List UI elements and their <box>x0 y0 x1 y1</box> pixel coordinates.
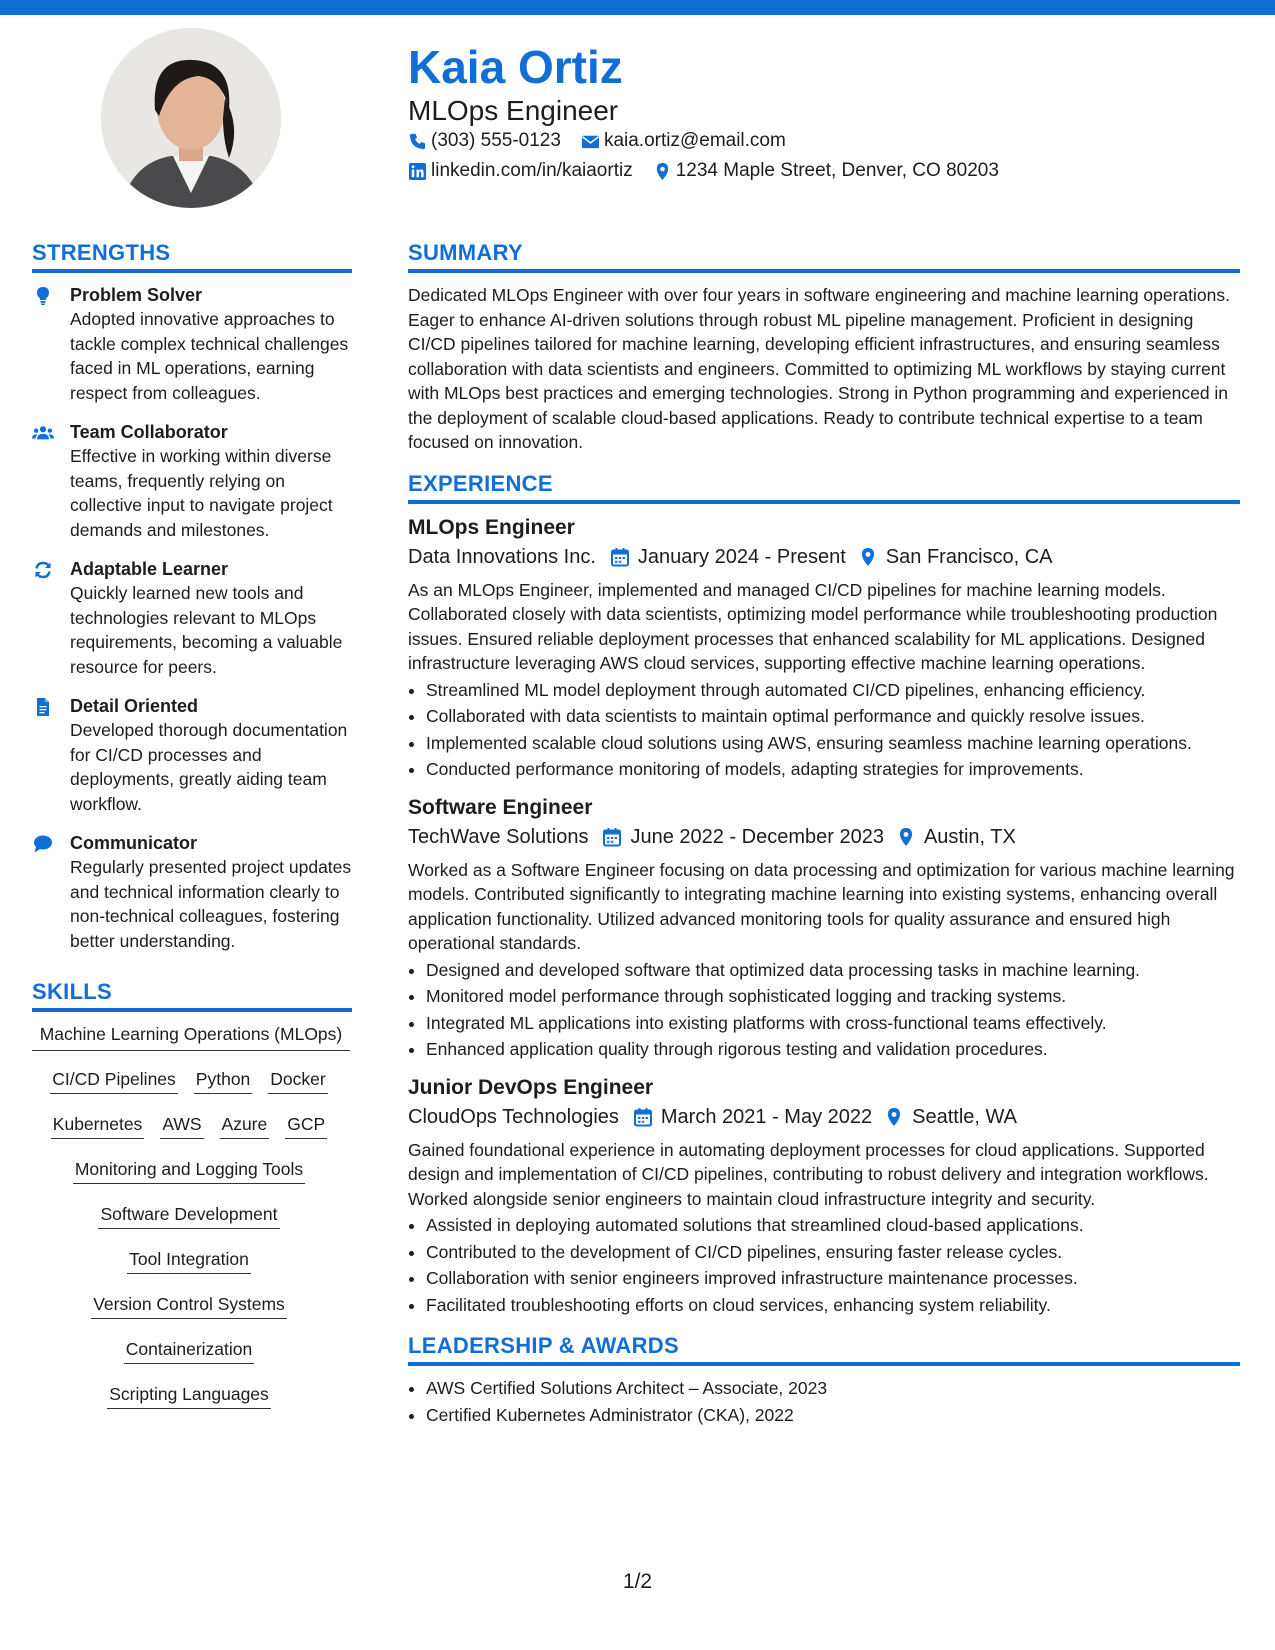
job-entry <box>408 1074 1240 1318</box>
job-description: Worked as a Software Engineer focusing on data processing and optimization for various machine learning models. Contributed significantly to integrating machine learning into existing systems, enhancing overall application functionality. Utilized advanced monitoring tools for quality assurance and ensured high operational standards. <box>408 859 1235 953</box>
profile-photo <box>101 28 281 208</box>
avatar <box>101 28 281 208</box>
phone-contact[interactable] <box>408 130 561 152</box>
job-description: Gained foundational experience in automating deployment processes for cloud applications. Supported design and implementation of CI/CD pipelines, contributing to robust delivery and integration workflows. Worked alongside senior engineers to maintain cloud infrastructure integrity and security. <box>408 1139 1209 1209</box>
job-location: Austin, TX <box>923 825 1016 848</box>
phone-text: (303) 555-0123 <box>431 130 561 151</box>
strengths-heading: STRENGTHS <box>32 240 352 273</box>
left-column <box>32 240 352 1427</box>
document-icon <box>32 697 54 717</box>
skill-tag: Azure <box>220 1112 270 1139</box>
job-title: Software Engineer <box>408 795 593 819</box>
lightbulb-icon <box>32 286 54 306</box>
job-company: CloudOps Technologies <box>408 1105 619 1128</box>
strength-description: Quickly learned new tools and technologies relevant to MLOps requirements, becoming a valuable resource for peers. <box>70 583 343 677</box>
list-item: • Designed and developed software that optimized data processing tasks in machine learning. <box>426 958 1240 983</box>
skill-tag: Docker <box>268 1067 327 1094</box>
job-location: Seattle, WA <box>912 1105 1017 1128</box>
strength-title: Adaptable Learner <box>70 559 229 579</box>
phone-icon <box>408 132 427 151</box>
calendar-icon <box>602 827 622 847</box>
strength-title: Detail Oriented <box>70 696 199 716</box>
chat-bubble-icon <box>32 834 54 854</box>
skill-tag: GCP <box>285 1112 327 1139</box>
job-dates: January 2024 - Present <box>637 545 846 568</box>
awards-list <box>408 1376 1240 1427</box>
strength-item <box>32 420 352 542</box>
list-item: • Contributed to the development of CI/CD pipelines, ensuring faster release cycles. <box>426 1240 1240 1265</box>
job-company: TechWave Solutions <box>408 825 589 848</box>
list-item: • Collaboration with senior engineers improved infrastructure maintenance processes. <box>426 1266 1240 1291</box>
job-title: Junior DevOps Engineer <box>408 1075 654 1099</box>
skill-tag: Kubernetes <box>51 1112 145 1139</box>
envelope-icon <box>581 132 600 151</box>
strength-description: Adopted innovative approaches to tackle complex technical challenges faced in ML operations, earning respect from colleagues. <box>70 309 349 403</box>
skill-tag: AWS <box>160 1112 203 1139</box>
list-item: • Certified Kubernetes Administrator (CKA), 2022 <box>426 1403 1240 1428</box>
calendar-icon <box>610 547 630 567</box>
strength-item <box>32 694 352 816</box>
map-pin-icon <box>858 547 878 567</box>
strength-item <box>32 283 352 405</box>
list-item: • AWS Certified Solutions Architect – Associate, 2023 <box>426 1376 1240 1401</box>
right-column <box>408 240 1240 1429</box>
list-item: • Monitored model performance through sophisticated logging and tracking systems. <box>426 984 1240 1009</box>
list-item: • Collaborated with data scientists to maintain optimal performance and quickly resolve issues. <box>426 704 1240 729</box>
job-entry <box>408 514 1240 782</box>
strength-item <box>32 831 352 953</box>
strength-description: Regularly presented project updates and technical information clearly to non-technical colleagues, fostering better understanding. <box>70 857 352 951</box>
list-item: • Streamlined ML model deployment through automated CI/CD pipelines, enhancing efficiency. <box>426 678 1240 703</box>
calendar-icon <box>633 1107 653 1127</box>
strength-description: Effective in working within diverse teams, frequently relying on collective input to navigate project demands and milestones. <box>70 446 333 540</box>
skill-tag: Python <box>194 1067 252 1094</box>
linkedin-text: linkedin.com/in/kaiaortiz <box>431 160 633 181</box>
job-dates: March 2021 - May 2022 <box>660 1105 873 1128</box>
map-pin-icon <box>896 827 916 847</box>
linkedin-contact[interactable] <box>408 160 633 182</box>
map-pin-icon <box>884 1107 904 1127</box>
linkedin-icon <box>408 162 427 181</box>
contact-row-2 <box>408 160 1019 182</box>
job-location: San Francisco, CA <box>885 545 1053 568</box>
strength-title: Problem Solver <box>70 285 203 305</box>
address-text: 1234 Maple Street, Denver, CO 80203 <box>675 160 999 181</box>
skill-tag: Software Development <box>98 1202 279 1229</box>
top-accent-bar <box>0 0 1275 15</box>
skill-tag: Scripting Languages <box>107 1382 271 1409</box>
skill-tag: CI/CD Pipelines <box>50 1067 178 1094</box>
contact-row-1 <box>408 130 806 152</box>
map-pin-icon <box>653 162 672 181</box>
skill-tag: Version Control Systems <box>91 1292 287 1319</box>
candidate-title: MLOps Engineer <box>408 95 619 126</box>
strength-description: Developed thorough documentation for CI/CD processes and deployments, greatly aiding team workflow. <box>70 720 348 814</box>
job-bullets <box>408 1213 1240 1317</box>
skills-heading: SKILLS <box>32 979 352 1012</box>
skill-tag: Containerization <box>124 1337 254 1364</box>
job-meta <box>408 822 1240 852</box>
email-contact[interactable] <box>581 130 786 152</box>
list-item: • Conducted performance monitoring of models, adapting strategies for improvements. <box>426 757 1240 782</box>
skill-tag: Machine Learning Operations (MLOps) <box>32 1022 350 1051</box>
page-number: 1/2 <box>622 1570 653 1593</box>
skill-tag: Monitoring and Logging Tools <box>73 1157 305 1184</box>
summary-heading: SUMMARY <box>408 240 1240 273</box>
experience-heading: EXPERIENCE <box>408 471 1240 504</box>
sync-icon <box>32 560 54 580</box>
users-icon <box>32 423 54 443</box>
job-meta <box>408 542 1240 572</box>
job-entry <box>408 794 1240 1062</box>
list-item: • Implemented scalable cloud solutions using AWS, ensuring seamless machine learning operations. <box>426 731 1240 756</box>
strength-item <box>32 557 352 679</box>
strength-title: Communicator <box>70 833 198 853</box>
job-dates: June 2022 - December 2023 <box>630 825 884 848</box>
job-bullets <box>408 678 1240 782</box>
email-text: kaia.ortiz@email.com <box>603 130 786 151</box>
list-item: • Enhanced application quality through rigorous testing and validation procedures. <box>426 1037 1240 1062</box>
candidate-name: Kaia Ortiz <box>408 41 623 93</box>
address-contact <box>653 160 999 182</box>
job-bullets <box>408 958 1240 1062</box>
job-meta <box>408 1102 1240 1132</box>
skills-list <box>32 1022 346 1409</box>
list-item: • Assisted in deploying automated solutions that streamlined cloud-based applications. <box>426 1213 1240 1238</box>
job-description: As an MLOps Engineer, implemented and managed CI/CD pipelines for machine learning models. Collaborated closely with data scientists, optimizing model performance while troubleshooting production issues. Ensured reliable deployment processes that enhanced scalability for ML applications. Designed infrastructure leveraging AWS cloud services, supporting effective machine learning operations. <box>408 579 1218 673</box>
list-item: • Facilitated troubleshooting efforts on cloud services, enhancing system reliability. <box>426 1293 1240 1318</box>
list-item: • Integrated ML applications into existing platforms with cross-functional teams effectively. <box>426 1011 1240 1036</box>
skill-tag: Tool Integration <box>127 1247 251 1274</box>
strength-title: Team Collaborator <box>70 422 228 442</box>
job-company: Data Innovations Inc. <box>408 545 596 568</box>
awards-heading: LEADERSHIP & AWARDS <box>408 1333 1240 1366</box>
job-title: MLOps Engineer <box>408 515 575 539</box>
summary-text: Dedicated MLOps Engineer with over four years in software engineering and machine learning operations. Eager to enhance AI-driven solutions through robust ML pipeline management. Proficient in designing CI/CD pipelines tailored for machine learning, developing efficient infrastructures, and ensuring seamless collaboration with data scientists and engineers. Committed to optimizing ML workflows by staying current with MLOps best practices and emerging technologies. Strong in Python programming and experienced in the deployment of scalable cloud-based applications. Ready to contribute technical expertise to a team focused on innovation. <box>408 285 1230 452</box>
